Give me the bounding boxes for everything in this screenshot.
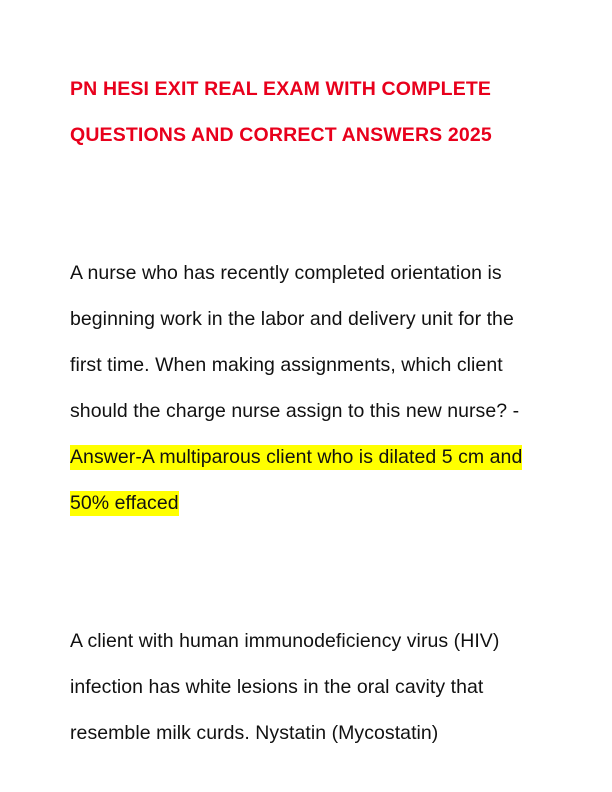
highlighted-answer-text-line-1: Answer-A multiparous client who is dilated 5 cm and <box>70 446 523 468</box>
paragraph-1-line-5-highlighted <box>70 434 548 480</box>
title-body-spacer <box>70 158 548 250</box>
question-paragraph-2 <box>70 618 548 756</box>
highlighted-answer-text-line-2: 50% effaced <box>70 492 179 514</box>
page-title-line-1: PN HESI EXIT REAL EXAM WITH COMPLETE <box>70 78 492 100</box>
paragraph-2-line-2: infection has white lesions in the oral cavity that <box>70 676 484 698</box>
question-paragraph-1 <box>70 250 548 526</box>
document-content <box>70 66 548 756</box>
paragraph-spacer <box>70 526 548 618</box>
paragraph-2-line-3: resemble milk curds. Nystatin (Mycostatin) <box>70 722 439 744</box>
paragraph-2-line-1: A client with human immunodeficiency virus (HIV) <box>70 630 500 652</box>
paragraph-1-line-3: first time. When making assignments, which client <box>70 354 503 376</box>
page-title <box>70 66 548 158</box>
paragraph-1-line-4: should the charge nurse assign to this new nurse? - <box>70 400 520 422</box>
paragraph-1-line-6-highlighted <box>70 480 548 526</box>
page-title-line-2: QUESTIONS AND CORRECT ANSWERS 2025 <box>70 124 492 146</box>
paragraph-1-line-1: A nurse who has recently completed orientation is <box>70 262 502 284</box>
paragraph-1-line-2: beginning work in the labor and delivery unit for the <box>70 308 514 330</box>
